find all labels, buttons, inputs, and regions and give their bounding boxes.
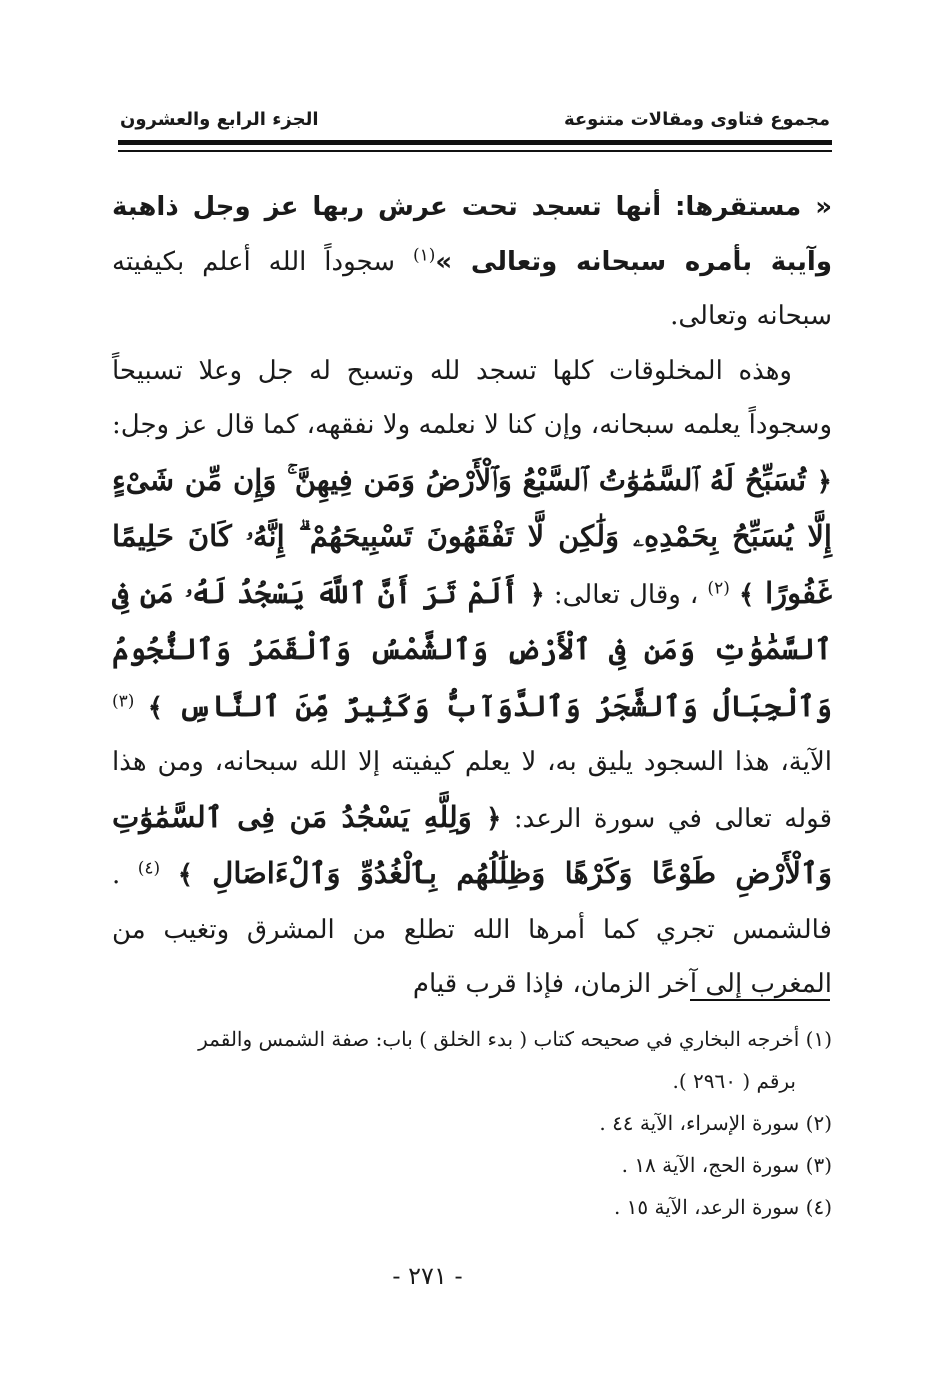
- quran-verse-rad: وَلِلَّهِ يَسْجُدُ مَن فِى ٱلسَّمَٰوَٰتِ وَٱلْأَرْضِ طَوْعًا وَكَرْهًا وَظِلَٰلُهُم بِٱلْغُدُوِّ وَٱلْءَاصَالِ: [112, 799, 832, 890]
- paragraph-2-text-2: ، وقال تعالى:: [544, 579, 708, 610]
- footnote-4: (٤) سورة الرعد، الآية ١٥ .: [613, 1195, 832, 1219]
- verse-2-close-bracket: ﴾: [147, 692, 164, 723]
- quran-verse-isra: تُسَبِّحُ لَهُ ٱلسَّمَٰوَٰتُ ٱلسَّبْعُ وَٱلْأَرْضُ وَمَن فِيهِنَّ ۚ وَإِن مِّن شَىْءٍ إِلَّا يُسَبِّحُ بِحَمْدِهِۦ وَلَٰكِن لَّا تَفْقَهُونَ تَسْبِيحَهُمْ ۗ إِنَّهُۥ كَانَ حَلِيمًا غَفُورًا: [112, 462, 832, 610]
- header-rule-thin: [118, 150, 832, 152]
- paragraph-2-text-1: وهذه المخلوقات كلها تسجد لله وتسبح له جل وعلا تسبيحاً وسجوداً يعلمه سبحانه، وإن كنا لا نعلمه ولا نفقهه، كما قال عز وجل:: [112, 355, 832, 440]
- paragraph-2: [112, 344, 832, 1012]
- footnote-ref-4[interactable]: (٤): [137, 858, 161, 879]
- footnote-ref-1[interactable]: (١): [412, 244, 436, 265]
- volume-label: الجزء الرابع والعشرون: [120, 108, 319, 130]
- footnote-ref-2[interactable]: (٢): [707, 577, 730, 598]
- footnote-separator: [690, 999, 830, 1001]
- footnote-1-continued: برقم ( ٢٩٦٠ ).: [672, 1069, 796, 1093]
- quote-open: «: [801, 192, 832, 222]
- paragraph-1-text: سجوداً الله أعلم بكيفيته سبحانه وتعالى.: [112, 246, 832, 331]
- paragraph-1: [112, 180, 832, 344]
- verse-1-open-bracket: ﴿: [816, 466, 832, 497]
- footnote-2: (٢) سورة الإسراء، الآية ٤٤ .: [599, 1111, 832, 1135]
- footnote-1: (١) أخرجه البخاري في صحيحه كتاب ( بدء الخلق ) باب: صفة الشمس والقمر: [198, 1027, 832, 1051]
- quran-verse-hajj: أَلَمْ تَرَ أَنَّ ٱللَّهَ يَسْجُدُ لَهُۥ مَن فِى ٱلسَّمَٰوَٰتِ وَمَن فِى ٱلْأَرْضِ وَٱلشَّمْسُ وَٱلْقَمَرُ وَٱلنُّجُومُ وَٱلْجِبَالُ وَٱلشَّجَرُ وَٱلدَّوَآبُّ وَكَثِيرٌ مِّنَ ٱلنَّاسِ: [112, 575, 832, 723]
- verse-3-open-bracket: ﴿: [486, 803, 502, 834]
- running-header: [120, 104, 830, 134]
- hadith-quote: مستقرها: أنها تسجد تحت عرش ربها عز وجل ذاهبة وآيبة بأمره سبحانه وتعالى: [112, 192, 832, 277]
- book-title: مجموع فتاوى ومقالات متنوعة: [563, 108, 830, 130]
- paragraph-2-text-4: . فالشمس تجري كما أمرها الله تطلع من المشرق وتغيب من المغرب إلى آخر الزمان، فإذا قرب قيام: [112, 860, 832, 999]
- footnotes: [112, 1018, 832, 1228]
- main-text: [112, 180, 832, 1012]
- verse-1-close-bracket: ﴾: [738, 579, 755, 610]
- footnote-3: (٣) سورة الحج، الآية ١٨ .: [621, 1153, 832, 1177]
- paragraph-2-text-3: الآية، هذا السجود يليق به، لا يعلم كيفيته إلا الله سبحانه، ومن هذا قوله تعالى في سورة الرعد:: [112, 747, 833, 834]
- verse-3-close-bracket: ﴾: [177, 860, 193, 890]
- quote-close: »: [435, 246, 471, 277]
- header-rule-thick: [118, 140, 832, 145]
- footnote-ref-3[interactable]: (٣): [112, 690, 135, 711]
- verse-2-open-bracket: ﴿: [529, 579, 545, 610]
- page-number: - ٢٧١ -: [392, 1262, 463, 1290]
